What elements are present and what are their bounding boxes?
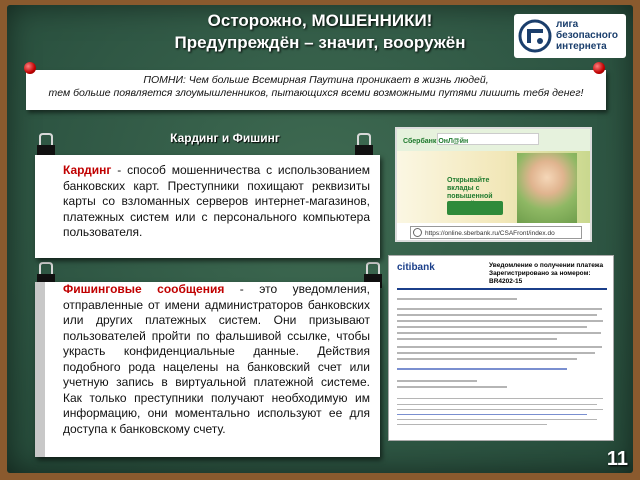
url-bar [410, 226, 582, 239]
sberbank-banner-button [447, 201, 503, 215]
page-number: 11 [606, 448, 628, 470]
carding-card [35, 155, 380, 258]
text-line [397, 308, 602, 310]
sberbank-banner [397, 151, 590, 223]
text-line [397, 320, 603, 322]
note-line-1: ПОМНИ: Чем больше Всемирная Паутина проникает в жизнь людей, [143, 74, 489, 86]
text-line [397, 380, 477, 382]
phishing-term: Фишинговые сообщения [63, 282, 225, 296]
refresh-icon [413, 228, 422, 237]
text-line [397, 346, 602, 348]
title-line-2: Предупреждён – значит, вооружён [174, 33, 466, 52]
divider [397, 398, 603, 399]
citibank-phishing-screenshot [388, 255, 614, 441]
league-logo [514, 14, 626, 58]
phishing-card [35, 282, 380, 457]
section-title: Кардинг и Фишинг [170, 131, 280, 145]
text-line [397, 409, 603, 410]
carding-text: - способ мошенничества с использованием банковских карт. Преступники похищают реквизиты карты со взломанных серверов интернет-магазинов, платежных систем или с персонального компьютера пользователя. [63, 163, 370, 239]
text-line [397, 386, 507, 388]
logo-text [556, 19, 624, 52]
sberbank-banner-text: Открывайте вклады с повышенной [447, 177, 493, 200]
text-line [397, 404, 597, 405]
page-title [60, 10, 580, 54]
sberbank-screenshot [395, 127, 592, 242]
link-line [397, 414, 587, 415]
text-line [397, 332, 601, 334]
pin-icon [24, 62, 36, 74]
text-line [397, 419, 597, 420]
citibank-notice-title: Уведомление о получении платежа Зарегистрировано за номером: BR4202-15 [489, 262, 604, 285]
text-line [397, 424, 547, 425]
text-line [397, 326, 587, 328]
divider [397, 288, 607, 290]
sberbank-logo: Сбербанк ОнЛ@йн [403, 138, 469, 145]
text-line [397, 358, 577, 360]
logo-mark-icon [518, 19, 552, 53]
title-line-1: Осторожно, МОШЕННИКИ! [207, 11, 433, 30]
text-line [397, 338, 557, 340]
text-line [397, 352, 595, 354]
citibank-logo: citibank [397, 262, 435, 273]
logo-text-line-3: интернета [556, 41, 607, 52]
pin-icon [593, 62, 605, 74]
url-text: https://online.sberbank.ru/CSAFront/index.do [425, 230, 555, 237]
warning-note [26, 70, 606, 110]
logo-text-line-2: безопасного [556, 30, 619, 41]
logo-text-line-1: лига [556, 19, 579, 30]
sberbank-banner-photo [517, 153, 577, 223]
text-line [397, 314, 597, 316]
text-line [397, 298, 517, 300]
note-line-2: тем больше появляется злоумышленников, пытающихся всеми возможными путями лишить тебя денег! [48, 87, 584, 99]
phishing-text: - это уведомления, отправленные от имени администраторов банковских или других платежных систем. Они призывают пользователей пройти по фальшивой ссылке, чтобы украсть конфиденциальные данные. Действия подобного рода нацелены на банковский счет или учетную запись в виртуальной платежной системе. Как только преступники получают необходимую им информацию, они моментально используют ее для доступа к банковскому счету. [63, 282, 370, 436]
link-line [397, 368, 567, 370]
carding-term: Кардинг [63, 163, 112, 177]
sberbank-header-bar [397, 129, 590, 151]
